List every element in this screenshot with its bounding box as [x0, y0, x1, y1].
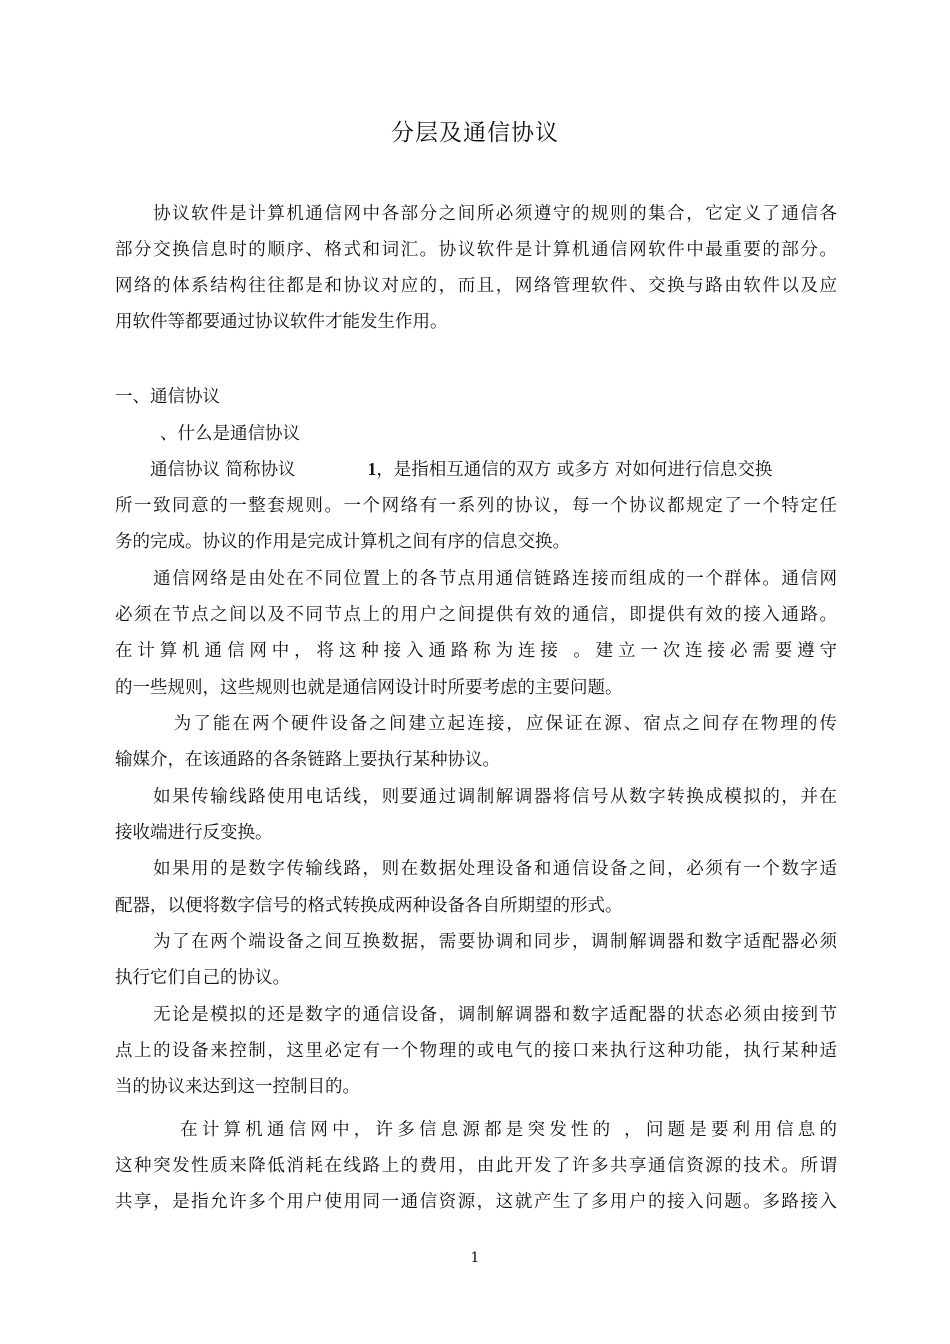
para7-line-2: 点上的设备来控制，这里必定有一个物理的或电气的接口来执行这种功能，执行某种适 — [115, 1041, 837, 1061]
para6-line-1: 为了在两个端设备之间互换数据，需要协调和同步，调制解调器和数字适配器必须 — [115, 932, 837, 952]
subsection-heading: 、什么是通信协议 — [160, 424, 300, 444]
para1-text-a: 通信协议 简称协议 — [115, 460, 296, 480]
para6-line-2: 执行它们自己的协议。 — [115, 968, 290, 988]
para5-line-2: 配器，以便将数字信号的格式转换成两种设备各自所期望的形式。 — [115, 896, 623, 916]
para8-line-1: 在计算机通信网中，许多信息源都是突发性的 ，问题是要利用信息的 — [115, 1120, 837, 1140]
para7-line-1: 无论是模拟的还是数字的通信设备，调制解调器和数字适配器的状态必须由接到节 — [115, 1005, 837, 1025]
para7-line-3: 当的协议来达到这一控制目的。 — [115, 1077, 360, 1097]
para3-line-1: 为了能在两个硬件设备之间建立起连接，应保证在源、宿点之间存在物理的传 — [115, 714, 837, 734]
para8-line-2: 这种突发性质来降低消耗在线路上的费用，由此开发了许多共享通信资源的技术。所谓 — [115, 1156, 837, 1176]
para4-line-1: 如果传输线路使用电话线，则要通过调制解调器将信号从数字转换成模拟的，并在 — [115, 787, 837, 807]
para2-line-3: 在计算机通信网中，将这种接入通路称为连接 。建立一次连接必需要遵守 — [115, 641, 837, 661]
para1-line-2: 所一致同意的一整套规则。一个网络有一系列的协议，每一个协议都规定了一个特定任 — [115, 496, 837, 516]
para2-line-1: 通信网络是由处在不同位置上的各节点用通信链路连接而组成的一个群体。通信网 — [115, 569, 837, 589]
para8-line-3: 共享，是指允许多个用户使用同一通信资源，这就产生了多用户的接入问题。多路接入 — [115, 1192, 837, 1212]
page-title: 分层及通信协议 — [391, 120, 559, 146]
para3-line-2: 输媒介，在该通路的各条链路上要执行某种协议。 — [115, 750, 500, 770]
para2-line-2: 必须在节点之间以及不同节点上的用户之间提供有效的通信，即提供有效的接入通路。 — [115, 605, 837, 625]
intro-line-2: 部分交换信息时的顺序、格式和词汇。协议软件是计算机通信网软件中最重要的部分。 — [115, 240, 837, 260]
section-heading: 一、通信协议 — [115, 387, 220, 407]
para4-line-2: 接收端进行反变换。 — [115, 823, 273, 843]
page-number: 1 — [470, 1250, 480, 1266]
para1-line-1 — [115, 456, 837, 481]
para5-line-1: 如果用的是数字传输线路，则在数据处理设备和通信设备之间，必须有一个数字适 — [115, 859, 837, 879]
intro-line-3: 网络的体系结构往往都是和协议对应的，而且，网络管理软件、交换与路由软件以及应 — [115, 276, 837, 296]
para1-line-3: 务的完成。协议的作用是完成计算机之间有序的信息交换。 — [115, 532, 570, 552]
footnote-marker: 1 — [367, 459, 377, 479]
intro-line-1: 协议软件是计算机通信网中各部分之间所必须遵守的规则的集合，它定义了通信各 — [115, 204, 837, 224]
para1-text-c: ，是指相互通信的双方 或多方 对如何进行信息交换 — [376, 460, 773, 480]
para2-line-4: 的一些规则，这些规则也就是通信网设计时所要考虑的主要问题。 — [115, 678, 623, 698]
intro-line-4: 用软件等都要通过协议软件才能发生作用。 — [115, 312, 448, 332]
